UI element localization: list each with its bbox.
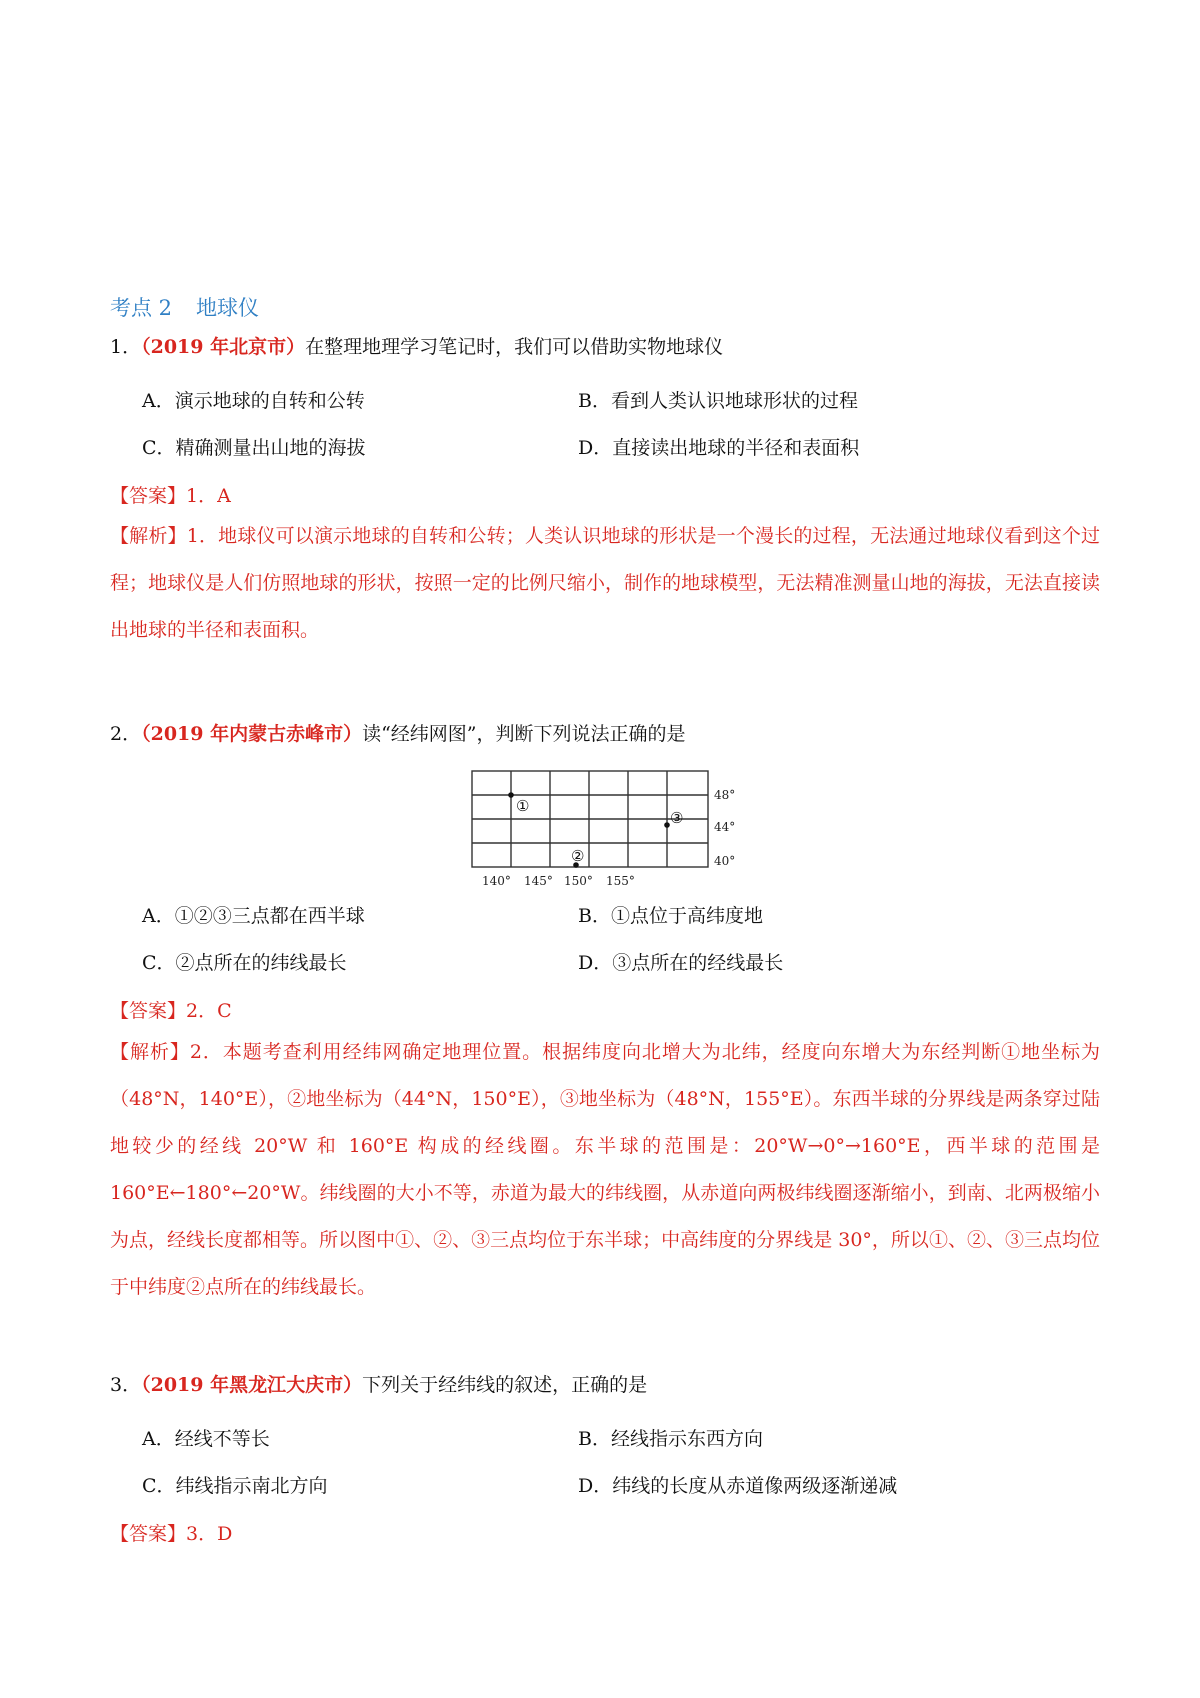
- lat-label-40: 40°: [714, 854, 736, 868]
- section-heading: [110, 292, 259, 322]
- q3-option-a: A．经线不等长: [142, 1428, 270, 1450]
- question-2-stem: [110, 725, 686, 744]
- point-1-label: ①: [516, 797, 530, 815]
- lat-label-44: 44°: [714, 820, 736, 834]
- question-source: （2019 年内蒙古赤峰市）: [141, 723, 363, 745]
- analysis-text: 1．地球仪可以演示地球的自转和公转；人类认识地球的形状是一个漫长的过程，无法通过地球仪看到这个过程；地球仪是人们仿照地球的形状，按照一定的比例尺缩小，制作的地球模型，无法精准测量山地的海拔，无法直接读出地球的半径和表面积。: [110, 525, 1100, 641]
- question-number: 1．: [110, 336, 142, 358]
- answer-tag: 【答案】: [110, 485, 187, 507]
- question-text: 下列关于经纬线的叙述，正确的是: [362, 1374, 648, 1396]
- q1-option-a: A．演示地球的自转和公转: [142, 390, 365, 412]
- analysis-tag: 【解析】: [110, 1041, 190, 1063]
- lat-label-48: 48°: [714, 788, 736, 802]
- q1-option-b: B．看到人类认识地球形状的过程: [578, 390, 858, 412]
- q1-answer: [110, 481, 231, 508]
- q3-option-c: C．纬线指示南北方向: [142, 1475, 328, 1497]
- question-text: 在整理地理学习笔记时，我们可以借助实物地球仪: [305, 336, 724, 358]
- q2-option-b: B．①点位于高纬度地: [578, 905, 763, 927]
- q2-analysis: [110, 1029, 1100, 1311]
- question-3-stem: [110, 1376, 647, 1395]
- answer-tag: 【答案】: [110, 1000, 187, 1022]
- section-title: 地球仪: [196, 296, 260, 320]
- q1-analysis: [110, 513, 1100, 654]
- q3-answer: [110, 1519, 232, 1546]
- q2-option-c: C．②点所在的纬线最长: [142, 952, 347, 974]
- lon-label-140: 140°: [482, 874, 511, 888]
- question-number: 2．: [110, 723, 142, 745]
- q3-option-d: D．纬线的长度从赤道像两级逐渐递减: [578, 1475, 898, 1497]
- lon-label-145: 145°: [524, 874, 553, 888]
- q2-answer: [110, 996, 232, 1023]
- question-1-stem: [110, 338, 723, 357]
- q1-option-d: D．直接读出地球的半径和表面积: [578, 437, 860, 459]
- q2-option-a: A．①②③三点都在西半球: [142, 905, 365, 927]
- q1-option-c: C．精确测量出山地的海拔: [142, 437, 366, 459]
- point-3-label: ③: [670, 809, 684, 827]
- point-2-label: ②: [571, 847, 585, 865]
- analysis-text: 2．本题考查利用经纬网确定地理位置。根据纬度向北增大为北纬，经度向东增大为东经判断①地坐标为（48°N，140°E），②地坐标为（44°N，150°E），③地坐标为（48°N，155°E）。东西半球的分界线是两条穿过陆地较少的经线 20°W 和 160°E 构成的经线圈。东半球的范围是：20°W→0°→160°E，西半球的范围是 160°E←180°←20°W。纬线圈的大小不等，赤道为最大的纬线圈，从赤道向两极纬线圈逐渐缩小，到南、北两极缩小为点，经线长度都相等。所以图中①、②、③三点均位于东半球；中高纬度的分界线是 30°，所以①、②、③三点均位于中纬度②点所在的纬线最长。: [110, 1041, 1100, 1298]
- q2-option-d: D．③点所在的经线最长: [578, 952, 784, 974]
- section-number: 考点 2: [110, 296, 173, 320]
- graticule-svg: [460, 765, 740, 890]
- question-text: 读“经纬网图”，判断下列说法正确的是: [362, 723, 686, 745]
- answer-value: 3．D: [186, 1523, 233, 1545]
- lon-label-155: 155°: [606, 874, 635, 888]
- point-3-marker: [664, 822, 670, 828]
- answer-value: 2．C: [186, 1000, 232, 1022]
- question-source: （2019 年黑龙江大庆市）: [141, 1374, 363, 1396]
- question-number: 3．: [110, 1374, 142, 1396]
- q3-option-b: B．经线指示东西方向: [578, 1428, 763, 1450]
- question-source: （2019 年北京市）: [141, 336, 306, 358]
- graticule-figure: [460, 765, 740, 890]
- lon-label-150: 150°: [564, 874, 593, 888]
- answer-value: 1．A: [186, 485, 231, 507]
- point-1-marker: [508, 792, 514, 798]
- answer-tag: 【答案】: [110, 1523, 187, 1545]
- analysis-tag: 【解析】: [110, 525, 187, 547]
